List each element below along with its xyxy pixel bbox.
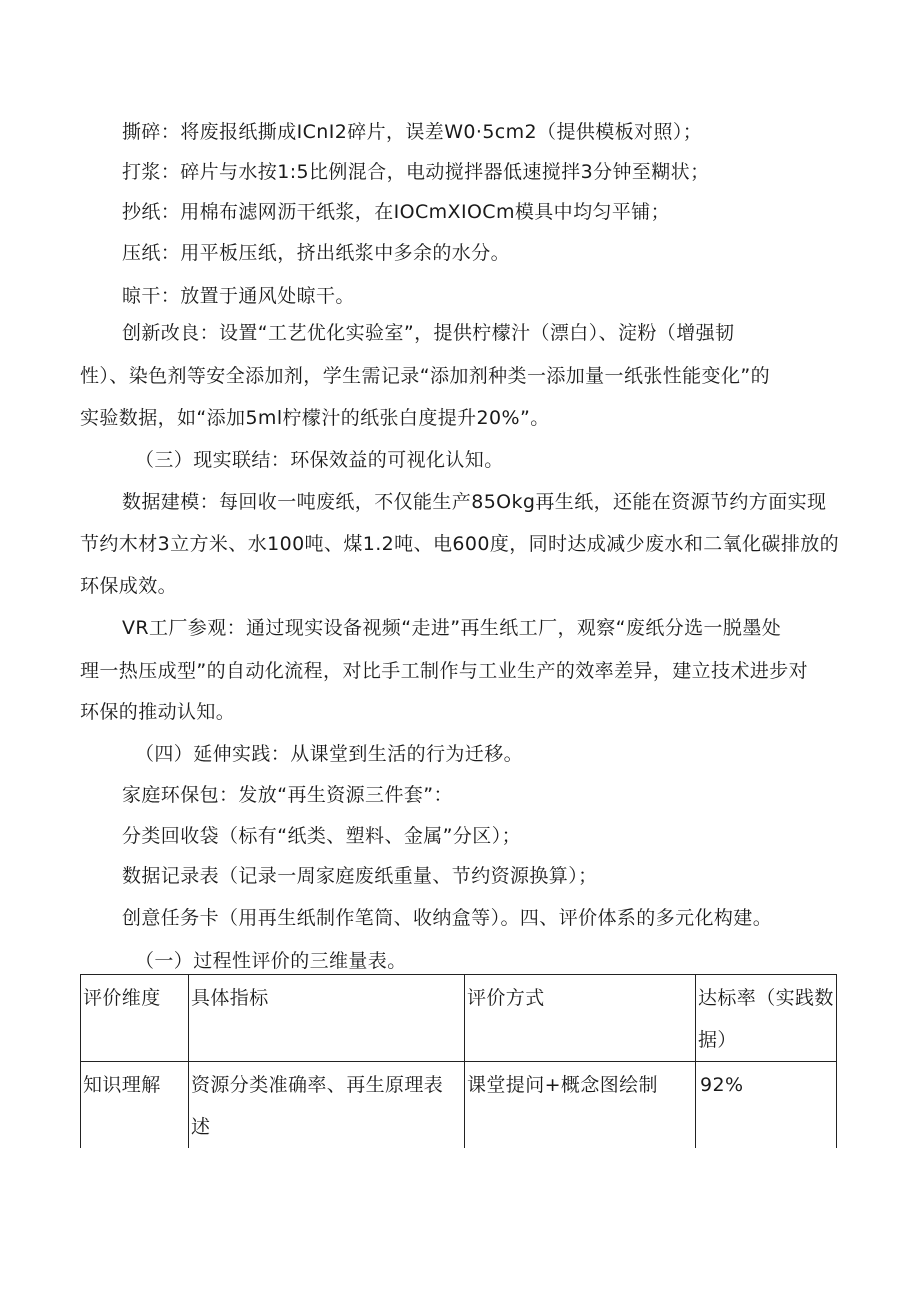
step-tear: 撕碎：将废报纸撕成ICnI2碎片，误差W0·5cm2（提供模板对照）； <box>122 121 703 143</box>
step-sheet-forming: 抄纸：用棉布滤网沥干纸浆，在IOCmXIOCm模具中均匀平铺； <box>122 201 671 223</box>
header-dimension: 评价维度 <box>81 975 189 1062</box>
cell-dimension: 知识理解 <box>81 1062 189 1149</box>
innovation-line-3: 实验数据，如“添加5ml柠檬汁的纸张白度提升20%”。 <box>80 407 550 429</box>
vr-visit-line-1: VR工厂参观：通过现实设备视频“走进”再生纸工厂，观察“废纸分选一脱墨处 <box>122 617 782 639</box>
section-3-title: （三）现实联结：环保效益的可视化认知。 <box>135 449 504 471</box>
home-kit-item-record-sheet: 数据记录表（记录一周家庭废纸重量、节约资源换算）； <box>122 865 598 887</box>
step-pulp: 打浆：碎片与水按1:5比例混合，电动搅拌器低速搅拌3分钟至糊状； <box>122 161 710 183</box>
vr-visit-line-3: 环保的推动认知。 <box>80 701 236 723</box>
data-model-line-2: 节约木材3立方米、水100吨、煤1.2吨、电600度，同时达成减少废水和二氧化碳排放的 <box>80 533 840 555</box>
home-kit-item-bags: 分类回收袋（标有“纸类、塑料、金属”分区）； <box>122 825 521 847</box>
data-model-line-3: 环保成效。 <box>80 575 178 597</box>
data-model-line-1: 数据建模：每回收一吨废纸，不仅能生产85Okg再生纸，还能在资源节约方面实现 <box>122 491 827 513</box>
home-kit-intro: 家庭环保包：发放“再生资源三件套”： <box>122 784 453 806</box>
step-pressing: 压纸：用平板压纸，挤出纸浆中多余的水分。 <box>122 242 511 264</box>
header-rate: 达标率（实践数据） <box>696 975 837 1062</box>
home-kit-item-task-card: 创意任务卡（用再生纸制作笔筒、收纳盒等）。四、评价体系的多元化构建。 <box>122 907 773 929</box>
innovation-line-2: 性）、染色剂等安全添加剂，学生需记录“添加剂种类一添加量一纸张性能变化”的 <box>80 365 770 387</box>
section-4-title: （四）延伸实践：从课堂到生活的行为迁移。 <box>135 743 524 765</box>
table-title: （一）过程性评价的三维量表。 <box>135 950 407 972</box>
cell-indicator: 资源分类准确率、再生原理表述 <box>189 1062 465 1149</box>
table-row <box>81 1062 837 1149</box>
header-method: 评价方式 <box>465 975 696 1062</box>
table-header-row <box>81 975 837 1062</box>
innovation-line-1: 创新改良：设置“工艺优化实验室”，提供柠檬汁（漂白）、淀粉（增强韧 <box>122 322 735 344</box>
vr-visit-line-2: 理一热压成型”的自动化流程，对比手工制作与工业生产的效率差异，建立技术进步对 <box>80 660 809 682</box>
evaluation-table <box>80 974 837 1148</box>
header-indicator: 具体指标 <box>189 975 465 1062</box>
cell-method: 课堂提问+概念图绘制 <box>465 1062 696 1149</box>
cell-rate: 92% <box>696 1062 837 1149</box>
step-drying: 晾干：放置于通风处晾干。 <box>122 285 355 307</box>
